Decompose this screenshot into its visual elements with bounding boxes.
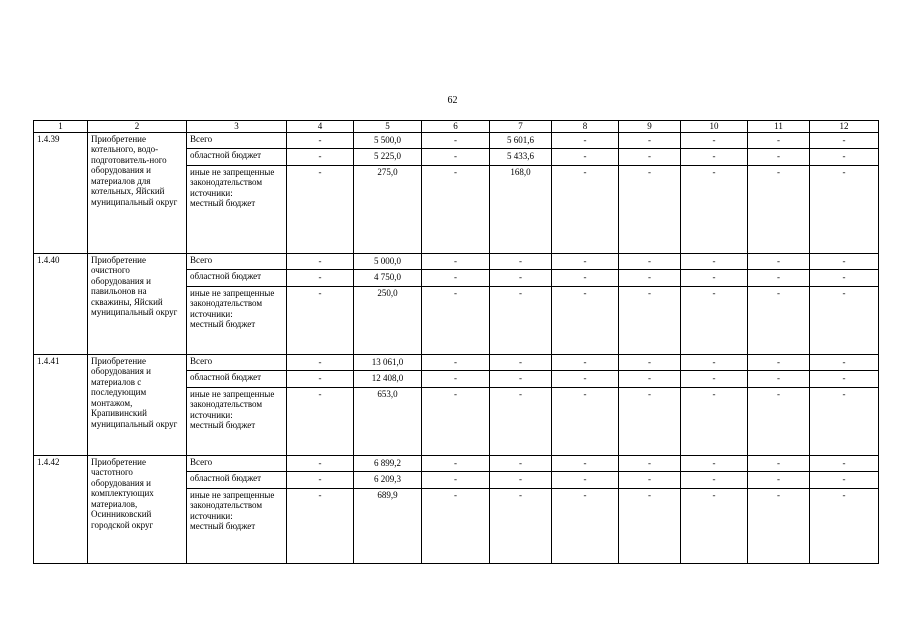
value-cell: - [619,471,681,488]
value-cell: - [681,286,748,354]
column-header: 8 [552,121,619,133]
value-cell: 5 000,0 [354,253,422,269]
value-cell: - [748,286,810,354]
value-cell: - [422,132,490,148]
column-header: 7 [490,121,552,133]
table-row [34,132,879,148]
value-cell: - [810,354,879,370]
column-header: 11 [748,121,810,133]
value-cell: - [681,269,748,286]
funding-source: областной бюджет [187,471,287,488]
budget-table [33,120,879,564]
value-cell: - [619,165,681,253]
value-cell: - [552,253,619,269]
value-cell: - [681,132,748,148]
value-cell: - [810,471,879,488]
value-cell: - [287,455,354,471]
value-cell: - [748,488,810,563]
value-cell: 5 433,6 [490,148,552,165]
value-cell: - [287,387,354,455]
value-cell: - [552,488,619,563]
value-cell: - [810,286,879,354]
value-cell: - [287,471,354,488]
value-cell: - [287,488,354,563]
value-cell: - [681,471,748,488]
value-cell: - [422,471,490,488]
value-cell: - [552,148,619,165]
item-name: Приобретение очистного оборудования и павильонов на скважины, Яйский муниципальный округ [88,253,187,354]
column-header: 1 [34,121,88,133]
value-cell: 275,0 [354,165,422,253]
other-sources-label: иные не запрещенные законодательством источники: [190,166,275,198]
value-cell: - [552,165,619,253]
value-cell: 5 225,0 [354,148,422,165]
column-header: 5 [354,121,422,133]
value-cell: - [422,488,490,563]
value-cell: - [748,370,810,387]
funding-source: Всего [187,455,287,471]
value-cell: 13 061,0 [354,354,422,370]
value-cell: - [490,354,552,370]
value-cell: - [287,132,354,148]
value-cell: - [287,370,354,387]
value-cell: - [490,370,552,387]
value-cell: - [422,370,490,387]
value-cell: - [619,253,681,269]
value-cell: - [490,455,552,471]
column-header: 6 [422,121,490,133]
funding-source: областной бюджет [187,269,287,286]
value-cell: - [748,253,810,269]
value-cell: - [748,148,810,165]
value-cell: - [681,387,748,455]
value-cell: - [422,455,490,471]
value-cell: - [287,354,354,370]
value-cell: - [490,471,552,488]
column-header: 10 [681,121,748,133]
column-header: 4 [287,121,354,133]
value-cell: - [422,148,490,165]
value-cell: 653,0 [354,387,422,455]
value-cell: - [619,455,681,471]
value-cell: - [552,387,619,455]
item-name: Приобретение частотного оборудования и комплектующих материалов, Осинниковский городской округ [88,455,187,563]
value-cell: - [810,387,879,455]
value-cell: - [490,253,552,269]
local-budget-label: местный бюджет [190,319,256,329]
value-cell: - [748,455,810,471]
value-cell: - [287,148,354,165]
funding-source: Всего [187,132,287,148]
item-code: 1.4.40 [34,253,88,354]
value-cell: - [619,370,681,387]
value-cell: - [619,488,681,563]
value-cell: - [810,132,879,148]
value-cell: - [681,253,748,269]
value-cell: - [619,354,681,370]
value-cell: - [619,269,681,286]
value-cell: - [287,269,354,286]
value-cell: - [810,148,879,165]
value-cell: - [287,165,354,253]
value-cell: - [748,471,810,488]
value-cell: - [681,165,748,253]
value-cell: 250,0 [354,286,422,354]
other-sources-label: иные не запрещенные законодательством источники: [190,388,275,420]
value-cell: - [552,269,619,286]
value-cell: - [681,455,748,471]
funding-source [187,165,287,253]
other-sources-label: иные не запрещенные законодательством источники: [190,489,275,521]
funding-source: Всего [187,253,287,269]
funding-source [187,387,287,455]
value-cell: - [552,471,619,488]
value-cell: - [422,387,490,455]
value-cell: - [422,269,490,286]
value-cell: - [810,253,879,269]
value-cell: - [810,488,879,563]
value-cell: - [681,370,748,387]
local-budget-label: местный бюджет [190,521,256,531]
value-cell: - [748,387,810,455]
value-cell: - [681,354,748,370]
value-cell: - [490,488,552,563]
item-name: Приобретение оборудования и материалов с последующим монтажом, Крапивинский муниципальный округ [88,354,187,455]
value-cell: - [552,354,619,370]
value-cell: - [422,253,490,269]
value-cell: - [681,488,748,563]
funding-source [187,488,287,563]
value-cell: 168,0 [490,165,552,253]
value-cell: - [619,148,681,165]
value-cell: - [810,455,879,471]
value-cell: 6 209,3 [354,471,422,488]
item-code: 1.4.41 [34,354,88,455]
value-cell: - [422,354,490,370]
value-cell: - [748,165,810,253]
table-row [34,253,879,269]
value-cell: 5 601,6 [490,132,552,148]
value-cell: - [552,286,619,354]
value-cell: - [748,269,810,286]
funding-source: Всего [187,354,287,370]
value-cell: 4 750,0 [354,269,422,286]
value-cell: - [490,269,552,286]
local-budget-label: местный бюджет [190,198,256,208]
value-cell: 6 899,2 [354,455,422,471]
column-header: 12 [810,121,879,133]
value-cell: 12 408,0 [354,370,422,387]
value-cell: - [748,354,810,370]
value-cell: - [552,132,619,148]
column-header: 3 [187,121,287,133]
value-cell: 689,9 [354,488,422,563]
value-cell: - [748,132,810,148]
value-cell: 5 500,0 [354,132,422,148]
item-code: 1.4.39 [34,132,88,253]
other-sources-label: иные не запрещенные законодательством источники: [190,287,275,319]
value-cell: - [287,253,354,269]
value-cell: - [490,387,552,455]
value-cell: - [490,286,552,354]
funding-source [187,286,287,354]
value-cell: - [422,286,490,354]
value-cell: - [422,165,490,253]
funding-source: областной бюджет [187,370,287,387]
item-name: Приобретение котельного, водо-подготовитель-ного оборудования и материалов для котельных, Яйский муниципальный округ [88,132,187,253]
value-cell: - [810,165,879,253]
value-cell: - [619,387,681,455]
value-cell: - [619,286,681,354]
value-cell: - [810,370,879,387]
page-number: 62 [447,95,458,106]
column-header-row [34,121,879,133]
value-cell: - [552,455,619,471]
table-row [34,354,879,370]
column-header: 2 [88,121,187,133]
value-cell: - [552,370,619,387]
table-row [34,455,879,471]
value-cell: - [681,148,748,165]
item-code: 1.4.42 [34,455,88,563]
value-cell: - [810,269,879,286]
value-cell: - [287,286,354,354]
column-header: 9 [619,121,681,133]
funding-source: областной бюджет [187,148,287,165]
value-cell: - [619,132,681,148]
local-budget-label: местный бюджет [190,420,256,430]
